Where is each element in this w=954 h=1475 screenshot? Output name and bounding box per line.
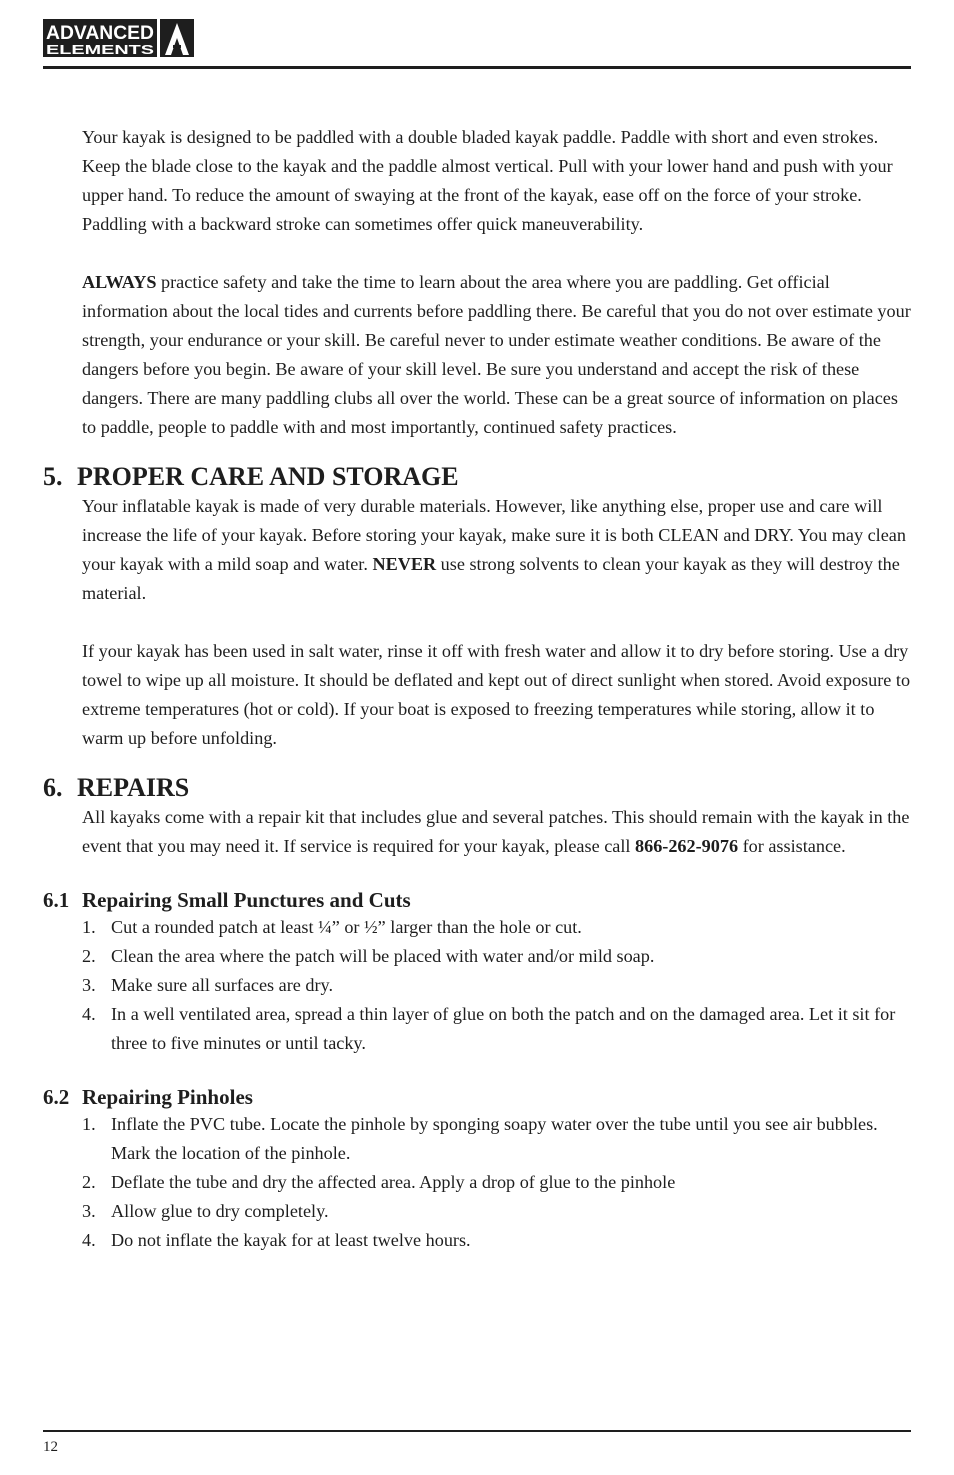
step-text: Allow glue to dry completely. — [111, 1201, 329, 1221]
step-text: Make sure all surfaces are dry. — [111, 975, 334, 995]
header-rule — [43, 66, 911, 69]
section-5-heading — [43, 453, 911, 492]
care-paragraph — [82, 492, 911, 608]
section-6-2-heading — [43, 1073, 911, 1110]
step-number: 2. — [82, 1172, 96, 1192]
step-text: Do not inflate the kayak for at least twelve hours. — [111, 1230, 471, 1250]
step-number: 3. — [82, 975, 96, 995]
step-text: Deflate the tube and dry the affected area. Apply a drop of glue to the pinhole — [111, 1172, 676, 1192]
step-text: Inflate the PVC tube. Locate the pinhole by sponging soapy water over the tube until you see air bubbles. Mark the location of the pinhole. — [111, 1114, 878, 1163]
step-text: Cut a rounded patch at least ¼” or ½” larger than the hole or cut. — [111, 917, 582, 937]
paddling-paragraph: Your kayak is designed to be paddled with a double bladed kayak paddle. Paddle with short and even strokes. Keep the blade close to the kayak and the paddle almost vertical. Pull with your lower hand and push with your upper hand. To reduce the amount of swaying at the front of the kayak, ease off on the force of your stroke. Paddling with a backward stroke can sometimes offer quick maneuverability. — [82, 127, 893, 234]
logo-line-1: ADVANCED — [46, 23, 154, 44]
list-item — [82, 942, 911, 971]
care-text-a: Your inflatable kayak is made of very durable materials. However, like anything else, proper use and care will increase the life of your kayak. Before storing your kayak, make sure it is both CLEAN and DRY. You may clean your kayak with a mild soap and water. — [82, 496, 906, 574]
step-text: Clean the area where the patch will be placed with water and/or mild soap. — [111, 946, 655, 966]
repairs-paragraph — [82, 803, 911, 861]
repairs-text-b: for assistance. — [738, 836, 846, 856]
pinholes-steps-list — [82, 1110, 911, 1255]
page-header — [43, 17, 911, 69]
section-6-1-title: Repairing Small Punctures and Cuts — [82, 888, 411, 912]
step-number: 4. — [82, 1230, 96, 1250]
section-6-title: REPAIRS — [77, 773, 190, 802]
section-6-number: 6. — [43, 773, 63, 802]
step-text: In a well ventilated area, spread a thin layer of glue on both the patch and on the damaged area. Let it sit for three to five minutes or until tacky. — [111, 1004, 896, 1053]
section-6-1-number: 6.1 — [43, 888, 70, 912]
list-item — [82, 1110, 911, 1168]
section-6-1-heading — [43, 876, 911, 913]
step-number: 1. — [82, 917, 96, 937]
never-emphasis: NEVER — [372, 554, 437, 574]
footer-rule — [43, 1430, 911, 1432]
phone-number: 866-262-9076 — [635, 836, 739, 856]
section-5-title: PROPER CARE AND STORAGE — [77, 462, 459, 491]
page-content — [43, 123, 911, 1255]
section-5-number: 5. — [43, 462, 63, 491]
list-item — [82, 971, 911, 1000]
section-6-2-number: 6.2 — [43, 1085, 70, 1109]
advanced-elements-logo — [43, 17, 195, 59]
section-6-2-title: Repairing Pinholes — [82, 1085, 253, 1109]
always-emphasis: ALWAYS — [82, 272, 157, 292]
step-number: 4. — [82, 1004, 96, 1024]
logo-line-2: ELEMENTS — [46, 42, 155, 57]
section-6-heading — [43, 764, 911, 803]
list-item — [82, 1000, 911, 1058]
step-number: 2. — [82, 946, 96, 966]
care-text-b: use strong solvents to clean your kayak as they will destroy the material. — [82, 554, 900, 603]
step-number: 3. — [82, 1201, 96, 1221]
safety-paragraph — [82, 268, 911, 442]
list-item — [82, 1168, 911, 1197]
safety-text: practice safety and take the time to learn about the area where you are paddling. Get official information about the local tides and currents before paddling there. Be careful that you do not over estimate your strength, your endurance or your skill. Be careful never to under estimate weather conditions. Be aware of the dangers before you begin. Be aware of your skill level. Be sure you understand and accept the risk of these dangers. There are many paddling clubs all over the world. These can be a great source of information on places to paddle, people to paddle with and most importantly, continued safety practices. — [82, 272, 911, 437]
list-item — [82, 913, 911, 942]
step-number: 1. — [82, 1114, 96, 1134]
list-item — [82, 1226, 911, 1255]
punctures-steps-list — [82, 913, 911, 1058]
storage-paragraph: If your kayak has been used in salt water, rinse it off with fresh water and allow it to dry before storing. Use a dry towel to wipe up all moisture. It should be deflated and kept out of direct sunlight when stored. Avoid exposure to extreme temperatures (hot or cold). If your boat is exposed to freezing temperatures while storing, allow it to warm up before unfolding. — [82, 641, 911, 748]
list-item — [82, 1197, 911, 1226]
repairs-text-a: All kayaks come with a repair kit that includes glue and several patches. This should remain with the kayak in the event that you may need it. If service is required for your kayak, please call — [82, 807, 910, 856]
page-number: 12 — [43, 1439, 58, 1455]
